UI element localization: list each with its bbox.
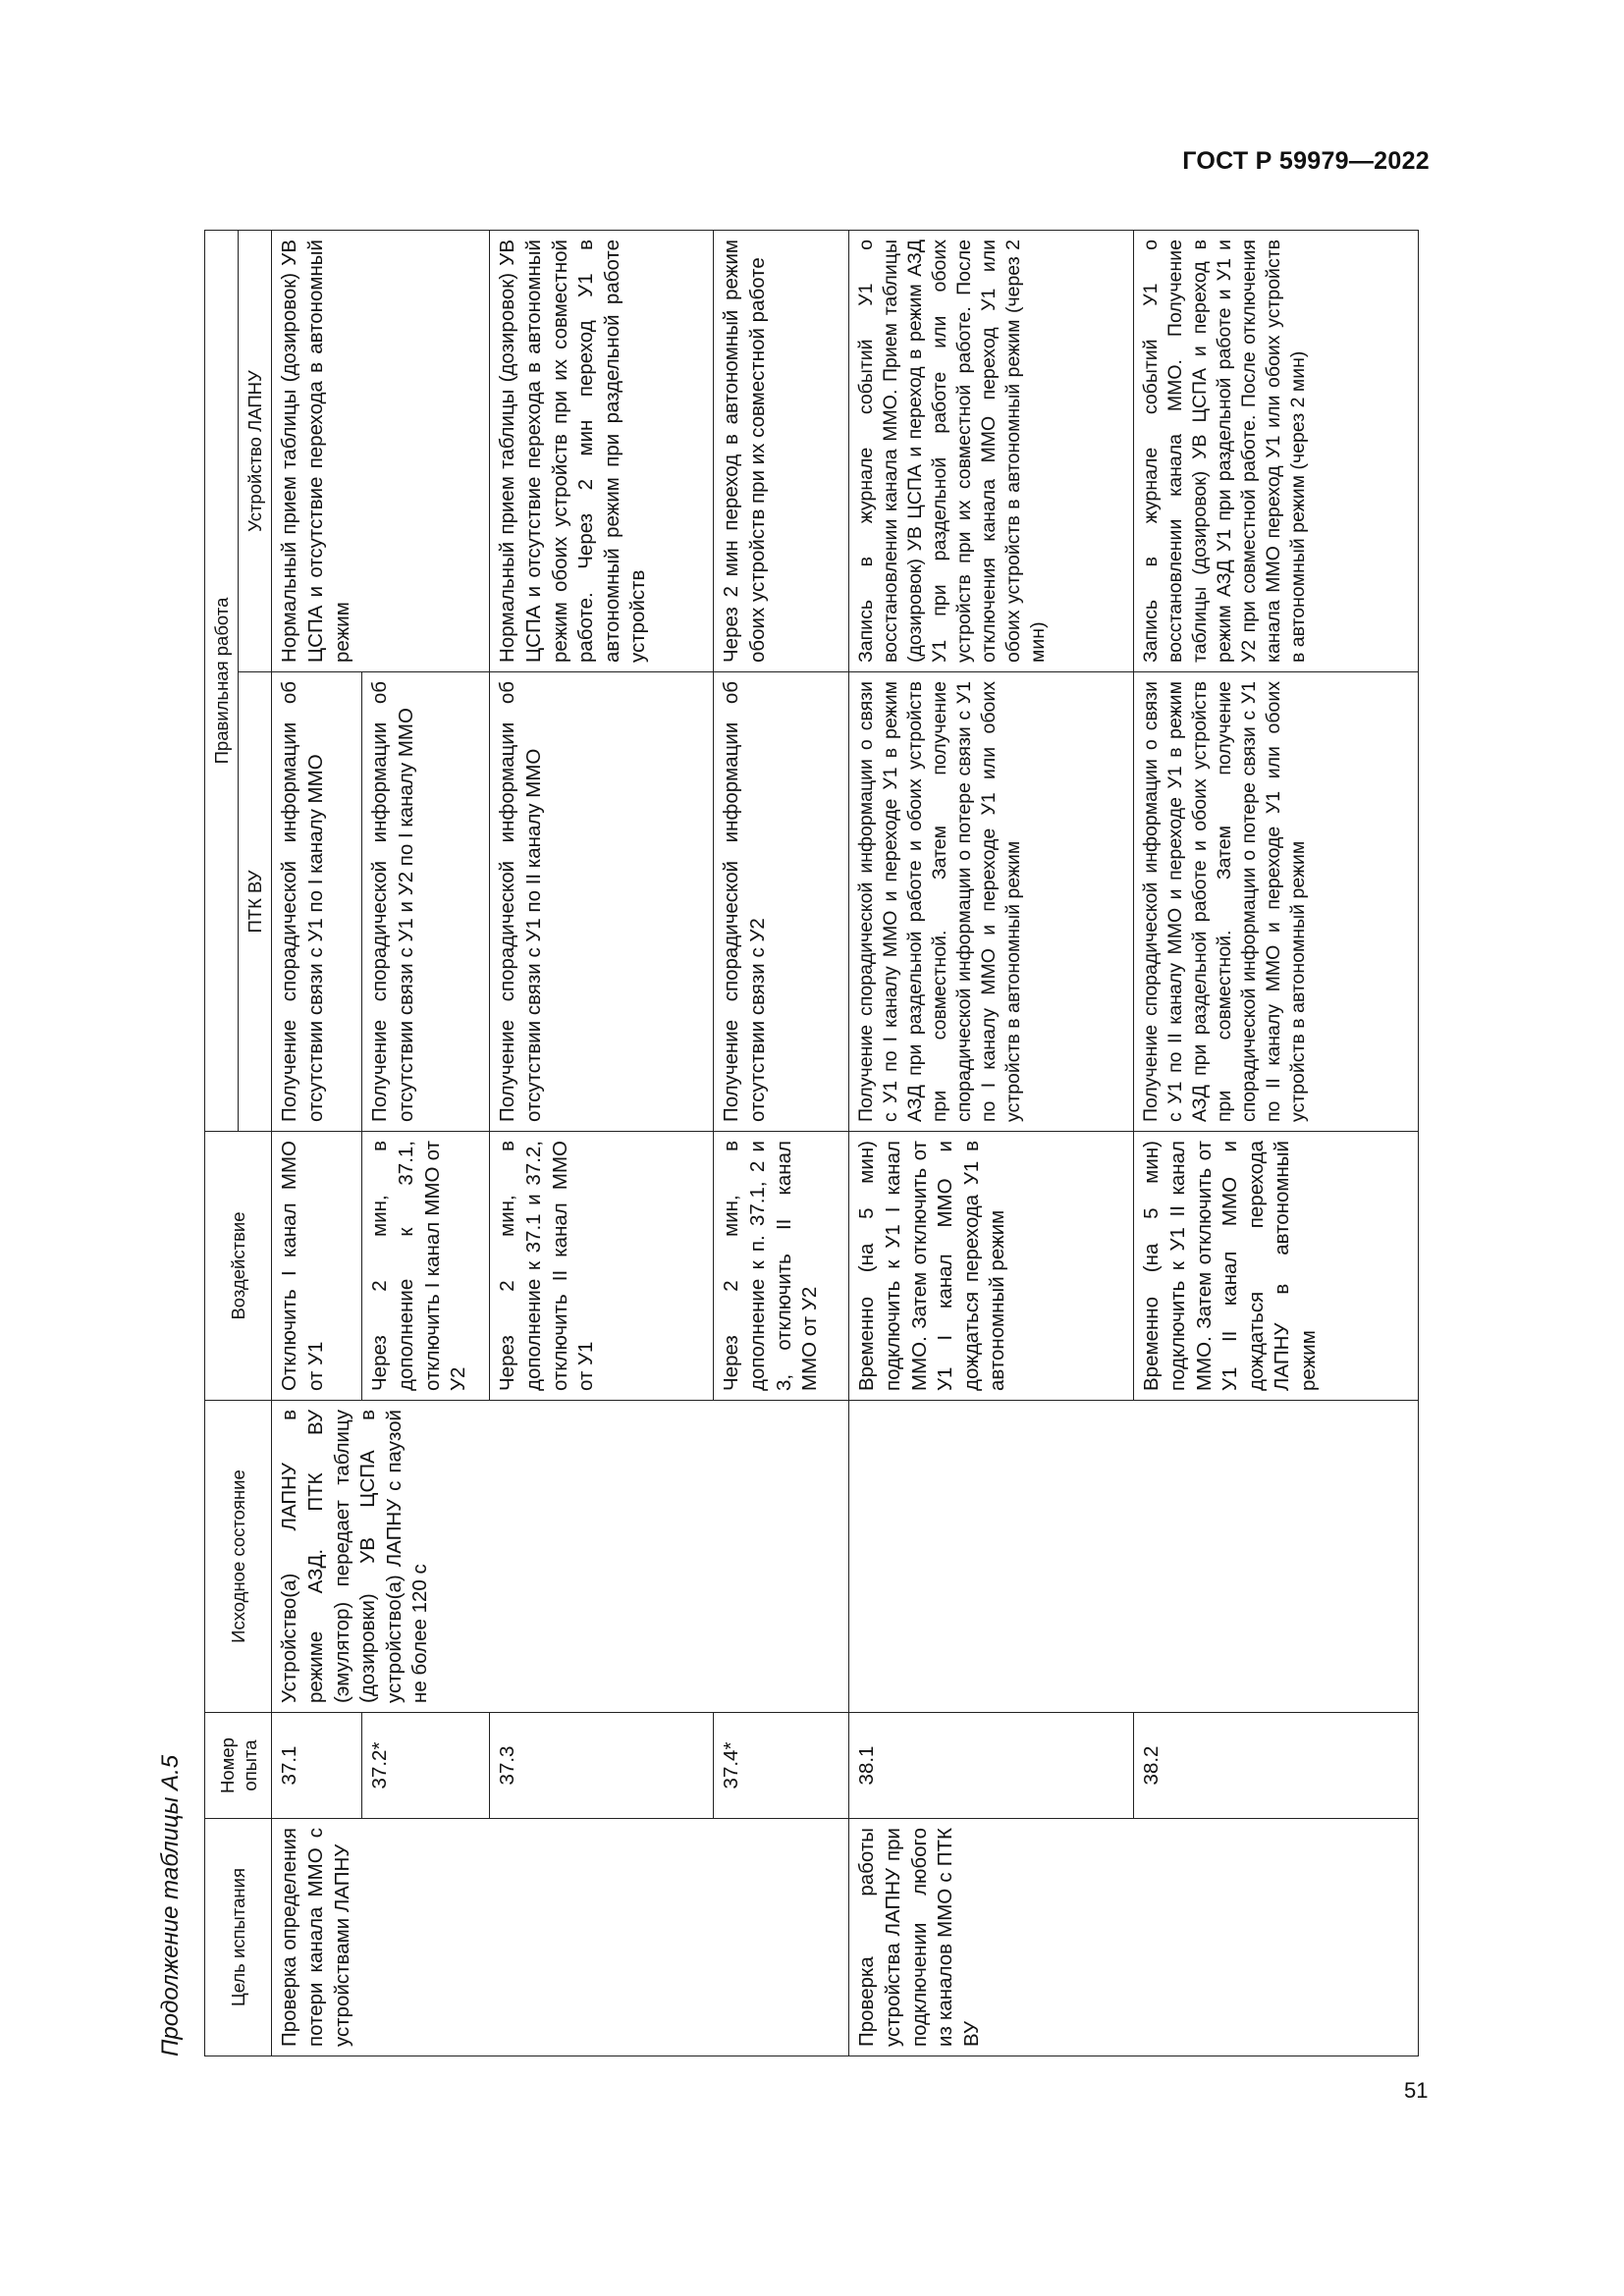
number-cell: 37.4* — [714, 1713, 849, 1819]
number-cell: 37.1 — [272, 1713, 362, 1819]
action-cell: Временно (на 5 мин) подключить к У1 I канал ММО. Затем отключить от У1 I канал ММО и дождаться перехода У1 в автономный режим — [849, 1132, 1134, 1401]
goal-cell: Проверка работы устройства ЛАПНУ при подключении любого из каналов ММО с ПТК ВУ — [849, 1819, 1419, 2056]
number-cell: 38.2 — [1134, 1713, 1419, 1819]
number-cell: 37.3 — [490, 1713, 714, 1819]
lapnu-cell: Запись в журнале событий У1 о восстановлении канала ММО. Прием таблицы (дозировок) УВ ЦСПА и переход в режим АЗД У1 при раздельной работе или обоих устройств при их совместной работе. После отключения канала ММО переход У1 или обоих устройств в автономный режим (через 2 мин) — [849, 231, 1134, 672]
lapnu-cell: Через 2 мин переход в автономный режим обоих устройств при их совместной работе — [714, 231, 849, 672]
action-cell: Временно (на 5 мин) подключить к У1 II канал ММО. Затем отключить от У1 II канал ММО и дождаться перехода ЛАПНУ в автономный режим — [1134, 1132, 1419, 1401]
number-cell: 38.1 — [849, 1713, 1134, 1819]
lapnu-cell: Нормальный прием таблицы (дозировок) УВ ЦСПА и отсутствие перехода в автономный режим — [272, 231, 490, 672]
header-ptk: ПТК ВУ — [239, 672, 272, 1132]
page-number: 51 — [1404, 2078, 1429, 2103]
header-initial: Исходное состояние — [205, 1401, 272, 1713]
ptk-cell: Получение спорадической информации об отсутствии связи с У1 по II каналу ММО — [490, 672, 714, 1132]
action-cell: Отключить I канал ММО от У1 — [272, 1132, 362, 1401]
action-cell: Через 2 мин, в дополнение к 37.1 и 37.2, отключить II канал ММО от У1 — [490, 1132, 714, 1401]
table-row — [1134, 231, 1419, 2056]
action-cell: Через 2 мин, в дополнение к 37.1, отключить I канал ММО от У2 — [362, 1132, 490, 1401]
action-cell: Через 2 мин, в дополнение к п. 37.1, 2 и 3, отключить II канал ММО от У2 — [714, 1132, 849, 1401]
header-goal: Цель испытания — [205, 1819, 272, 2056]
ptk-cell: Получение спорадической информации об отсутствии связи с У1 по I каналу ММО — [272, 672, 362, 1132]
lapnu-cell: Запись в журнале событий У1 о восстановлении канала ММО. Получение таблицы (дозировок) УВ ЦСПА и переход в режим АЗД У1 при раздельной работе и У1 и У2 при совместной работе. После отключения канала ММО переход У1 или обоих устройств в автономный режим (через 2 мин) — [1134, 231, 1419, 672]
number-cell: 37.2* — [362, 1713, 490, 1819]
ptk-cell: Получение спорадической информации о связи с У1 по I каналу ММО и переходе У1 в режим АЗД при раздельной работе и обоих устройств при совместной. Затем получение спорадической информации о потере связи с У1 по I каналу ММО и переходе У1 или обоих устройств в автономный режим — [849, 672, 1134, 1132]
document-header: ГОСТ Р 59979—2022 — [1182, 147, 1430, 175]
lapnu-cell: Нормальный прием таблицы (дозировок) УВ ЦСПА и отсутствие перехода в автономный режим обоих устройств при их совместной работе. Через 2 мин переход У1 в автономный режим при раздельной работе устройств — [490, 231, 714, 672]
goal-cell: Проверка определения потери канала ММО с устройствами ЛАПНУ — [272, 1819, 849, 2056]
initial-cell-empty — [849, 1401, 1419, 1713]
initial-cell: Устройство(а) ЛАПНУ в режиме АЗД. ПТК ВУ (эмулятор) передает таблицу (дозировки) УВ ЦСПА в устройство(а) ЛАПНУ с паузой не более 120 с — [272, 1401, 849, 1713]
ptk-cell: Получение спорадической информации о связи с У1 по II каналу ММО и переходе У1 в режим АЗД при раздельной работе и обоих устройств при совместной. Затем получение спорадической информации о потере связи с У1 по II каналу ММО и переходе У1 или обоих устройств в автономный режим — [1134, 672, 1419, 1132]
header-lapnu: Устройство ЛАПНУ — [239, 231, 272, 672]
table-row — [849, 231, 1134, 2056]
table-row — [714, 231, 849, 2056]
table-row — [272, 231, 362, 2056]
header-row-1 — [205, 231, 239, 2056]
table-row — [490, 231, 714, 2056]
header-action: Воздействие — [205, 1132, 272, 1401]
ptk-cell: Получение спорадической информации об отсутствии связи с У2 — [714, 672, 849, 1132]
header-correct: Правильная работа — [205, 231, 239, 1132]
table-caption: Продолжение таблицы А.5 — [157, 1754, 184, 2056]
header-number: Номер опыта — [205, 1713, 272, 1819]
ptk-cell: Получение спорадической информации об отсутствии связи с У1 и У2 по I каналу ММО — [362, 672, 490, 1132]
rotated-table-region — [155, 231, 1432, 2056]
test-table — [204, 230, 1419, 2056]
